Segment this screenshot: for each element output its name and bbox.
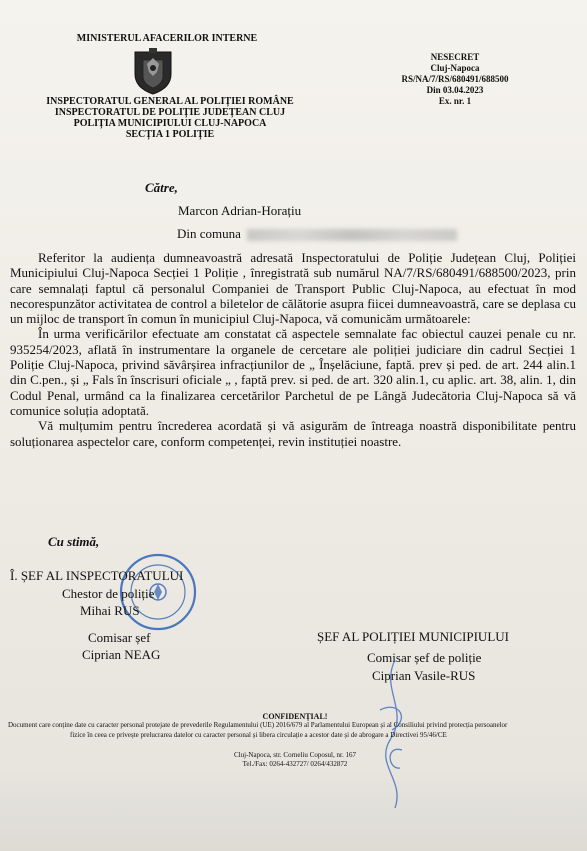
signature-left-name2: Ciprian NEAG [82, 647, 161, 662]
header-line-4: SECȚIA 1 POLIȚIE [125, 129, 215, 140]
body-paragraph-1: Referitor la audiența dumneavoastră adresată Inspectoratului de Poliție Județean Cluj, Poliției Municipiului Cluj-Napoca Secției 1 Poliție , înregistrată sub numărul NA/7/RS/680491/688500/2023, prin care semnalați faptul că personalul Companiei de Transport Public Cluj-Napoca, au efectuat în mod necorespunzător activitatea de control a biletelor de călătorie asupra fiicei dumneavoastră, care se deplasa cu un mijloc de transport în comun în municipiul Cluj-Napoca, vă comunicăm următoarele: [10, 250, 576, 327]
body-paragraph-2: În urma verificărilor efectuate am constatat că aspectele semnalate fac obiectul cauzei penale cu nr. 935254/2023, aflată în instrumentare la organele de cercetare ale poliției judiciare din cadrul Secției 1 Poliție Cluj-Napoca, privind săvârșirea infracțiunilor de „ Înșelăciune, faptă. prev și ped. de art. 244 alin.1 din C.pen., și „ Fals în înscrisuri oficiale „ , faptă prev. si ped. de art. 320 alin.1, cu aplic. art. 38, alin. 1, din Codul Penal, urmând ca la finalizarea cercetărilor Parchetul de pe Lângă Judecătoria Cluj-Napoca să vă comunice soluția adoptată. [10, 326, 576, 418]
footer-address: Cluj-Napoca, str. Corneliu Coposul, nr. 167 [234, 751, 356, 759]
paper-fold-shadow [0, 771, 587, 851]
handwritten-signature-icon [340, 650, 450, 810]
closing-salutation: Cu stimă, [48, 534, 100, 549]
header-line-3: POLIȚIA MUNICIPIULUI CLUJ-NAPOCA [73, 118, 267, 129]
gdpr-note-line-1: Document care conține date cu caracter personal protejate de prevederile Regulamentului (UE) 2016/679 al Parlamentului European și al Consiliului privind protecția persoanelor [8, 721, 508, 729]
confidential-label: CONFIDENȚIAL! [262, 712, 328, 721]
signature-left-name: Mihai RUS [80, 603, 140, 618]
classification-level: NESECRET [430, 52, 480, 62]
classification-block [385, 52, 525, 107]
recipient-name: Marcon Adrian-Horațiu [178, 203, 302, 218]
recipient-to: Către, [145, 180, 178, 195]
document-date: Din 03.04.2023 [426, 85, 484, 95]
classification-city: Cluj-Napoca [430, 63, 480, 73]
signature-left-title: Î. ȘEF AL INSPECTORATULUI [10, 568, 184, 583]
gdpr-note-line-2: fizice în ceea ce privește prelucrarea datelor cu caracter personal și libera circulație a acestor date și de abrogare a Directivei 95/46/CE [70, 731, 447, 739]
signature-left-rank: Chestor de poliție [62, 586, 155, 601]
footer-phone: Tel./Fax: 0264-432727/ 0264/432872 [242, 760, 348, 768]
registration-number: RS/NA/7/RS/680491/688500 [401, 74, 509, 84]
signature-right-name: Ciprian Vasile-RUS [372, 668, 476, 683]
signature-left-rank2: Comisar șef [88, 630, 151, 645]
redacted-address [247, 229, 457, 241]
copy-number: Ex. nr. 1 [438, 96, 472, 106]
recipient-locality-label: Din comuna [177, 226, 241, 241]
signature-right-rank: Comisar șef de poliție [367, 650, 482, 665]
ministry-name: MINISTERUL AFACERILOR INTERNE [76, 33, 258, 44]
header-line-2: INSPECTORATUL DE POLIȚIE JUDEȚEAN CLUJ [54, 107, 286, 118]
recipient-locality [177, 226, 457, 242]
body-paragraph-3: Vă mulțumim pentru încrederea acordată și vă asigurăm de întreaga noastră disponibilitate pentru soluționarea aspectelor care, conform competenței, revin instituției noastre. [10, 418, 576, 449]
letter-body [10, 250, 576, 449]
coat-of-arms-icon [129, 46, 177, 96]
header-institution-block [10, 96, 330, 140]
signature-right-title: ȘEF AL POLIȚIEI MUNICIPIULUI [317, 629, 509, 644]
header-line-1: INSPECTORATUL GENERAL AL POLIȚIEI ROMÂNE [46, 96, 294, 107]
